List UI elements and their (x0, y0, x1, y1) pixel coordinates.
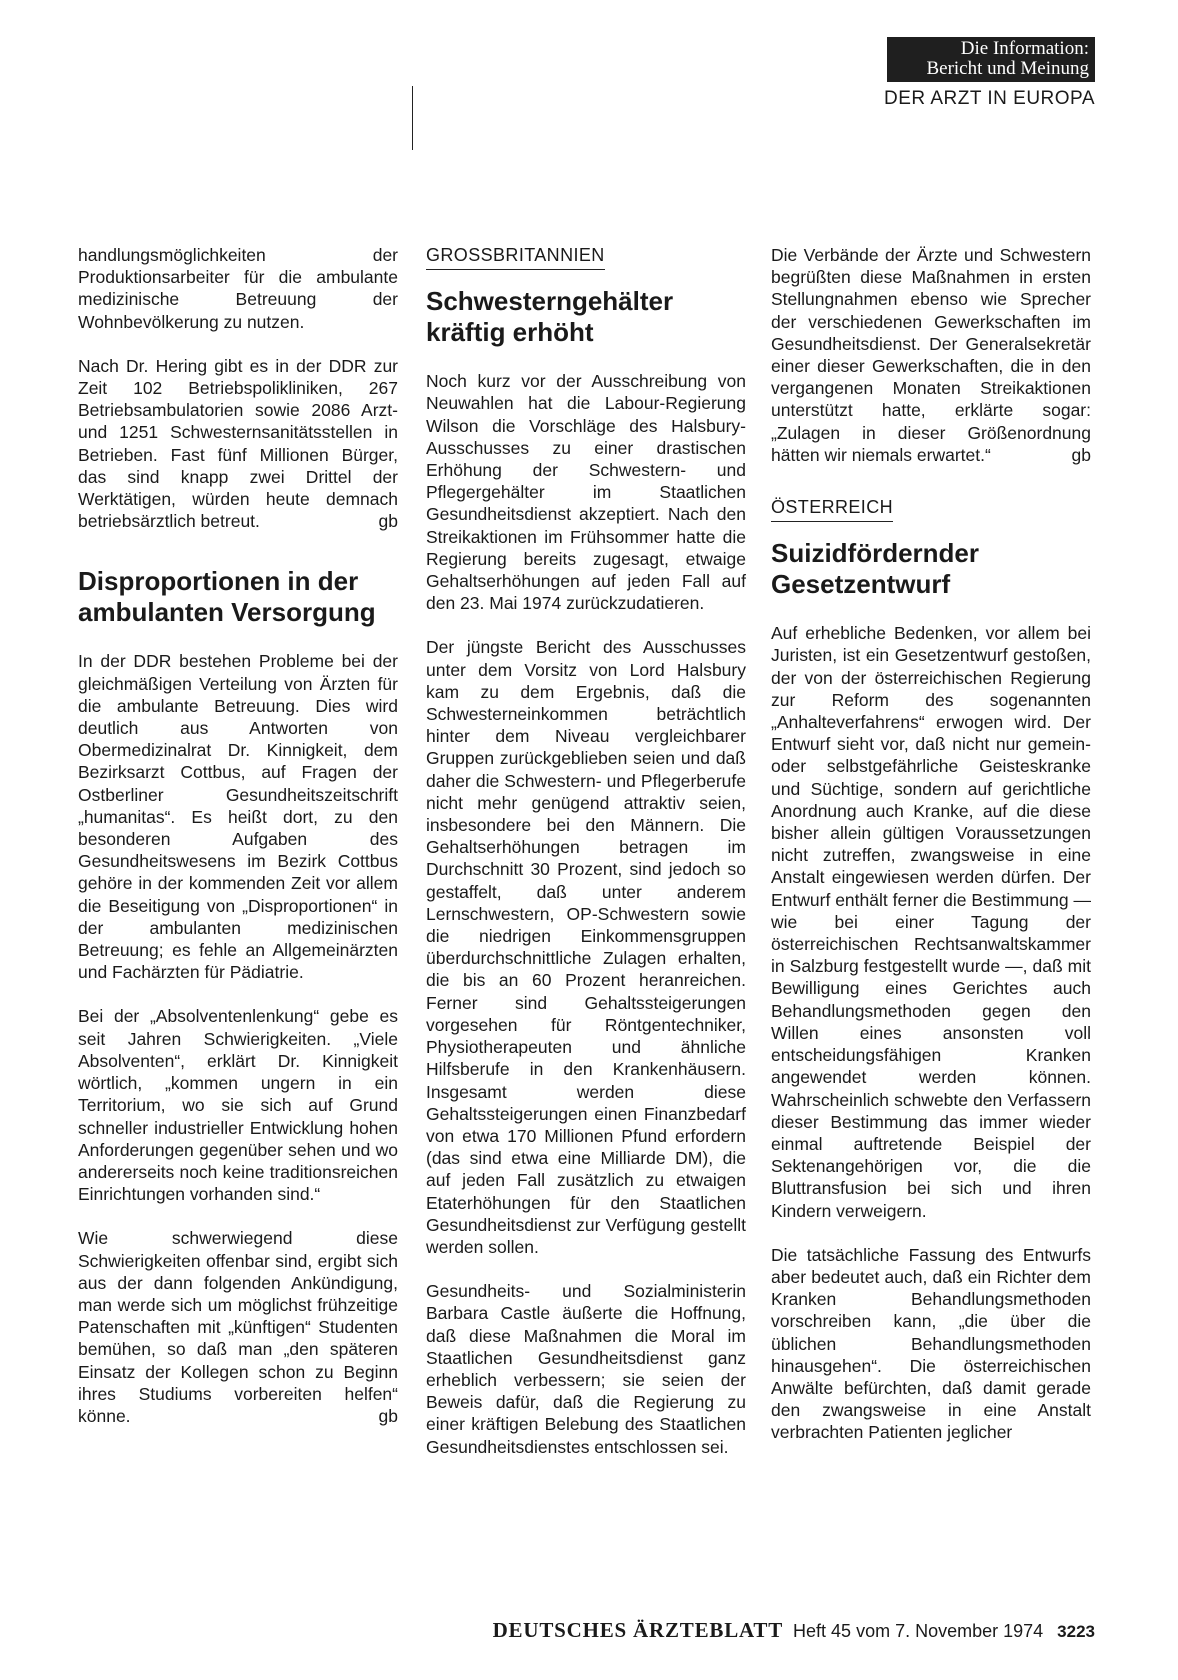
tag-line-2: Bericht und Meinung (926, 58, 1089, 79)
article-headline: Schwesterngehälter kräftig erhöht (426, 286, 674, 348)
author-signature: gb (378, 511, 398, 532)
issue-info: Heft 45 vom 7. November 1974 (793, 1621, 1044, 1641)
paragraph (78, 355, 398, 533)
author-signature: gb (378, 1405, 398, 1426)
paragraph: Die tatsächliche Fassung des Entwurfs aber bedeutet auch, daß ein Richter dem Kranken Behandlungsmethoden vorschreiben kann, „die über die üblichen Behandlungsmethoden hinausgehen“. Die österreichischen Anwälte befürchten, daß damit gerade den zwangsweise in eine Anstalt verbrachten Patienten jeglicher (771, 1244, 1091, 1443)
column-2 (426, 242, 746, 1480)
section-heading: DER ARZT IN EUROPA (884, 88, 1095, 109)
country-kicker: GROSSBRITANNIEN (426, 244, 605, 270)
article-headline: Disproportionen in der ambulanten Versorgung (78, 566, 376, 628)
section-tag (887, 37, 1095, 82)
paragraph-text: Wie schwerwiegend diese Schwierigkeiten offenbar sind, ergibt sich aus der dann folgenden Ankündigung, man werde sich um möglichst frühzeitige Patenschaften mit „künftigen“ Studenten bemühen, so daß man „den späteren Einsatz der Kollegen schon zu Beginn ihres Studiums vorbereiten helfen“ könne. (78, 1228, 398, 1426)
article-headline: Suizidfördernder Gesetzentwurf (771, 538, 980, 600)
masthead: DEUTSCHES ÄRZTEBLATT (492, 1618, 784, 1642)
paragraph: handlungsmöglichkeiten der Produktionsarbeiter für die ambulante medizinische Betreuung der Wohnbevölkerung zu nutzen. (78, 245, 398, 332)
column-divider (412, 86, 413, 150)
paragraph: Gesundheits- und Sozialministerin Barbara Castle äußerte die Hoffnung, daß diese Maßnahmen die Moral im Staatlichen Gesundheitsdienst ganz erheblich verbessern; sie seien der Beweis dafür, daß die Regierung zu einer kräftigen Belebung des Staatlichen Gesundheitsdienstes entschlossen sei. (426, 1281, 746, 1457)
tag-line-1: Die Information: (960, 38, 1089, 59)
paragraph-text: Nach Dr. Hering gibt es in der DDR zur Zeit 102 Betriebspolikliniken, 267 Betriebsambulatorien sowie 2086 Arzt- und 1251 Schwesternsanitätsstellen in Betrieben. Fast fünf Millionen Bürger, das sind knapp zwei Drittel der Werktätigen, würden heute demnach betriebsärztlich betreut. (78, 355, 398, 532)
country-kicker: ÖSTERREICH (771, 496, 893, 522)
column-3 (771, 244, 1091, 1466)
paragraph (771, 244, 1091, 466)
paragraph (78, 1227, 398, 1427)
paragraph: Bei der „Absolventenlenkung“ gebe es seit Jahren Schwierigkeiten. „Viele Absolventen“, erklärt Dr. Kinnigkeit wörtlich, „kommen ungern in ein Territorium, wo sie sich auf Grund schneller industrieller Entwicklung hohen Anforderungen gegenüber sehen und wo andererseits noch keine traditionsreichen Einrichtungen vorhanden sind.“ (78, 1006, 398, 1205)
page-footer (0, 1618, 1095, 1643)
author-signature: gb (1071, 444, 1091, 465)
paragraph: Noch kurz vor der Ausschreibung von Neuwahlen hat die Labour-Regierung Wilson die Vorschläge des Halsbury-Ausschusses zu einer drastischen Erhöhung der Schwestern- und Pflegergehälter im Staatlichen Gesundheitsdienst akzeptiert. Nach den Streikaktionen im Frühsommer hatte die Regierung bereits zugesagt, etwaige Gehaltserhöhungen auf jeden Fall auf den 23. Mai 1974 zurückzudatieren. (426, 371, 746, 614)
column-1 (78, 244, 398, 1449)
paragraph: Der jüngste Bericht des Ausschusses unter dem Vorsitz von Lord Halsbury kam zu dem Ergebnis, daß die Schwesterneinkommen beträchtlich hinter dem Niveau vergleichbarer Gruppen zurückgeblieben seien und daß daher die Schwestern- und Pflegerberufe nicht mehr genügend attraktiv seien, insbesondere bei den Männern. Die Gehaltserhöhungen betragen im Durchschnitt 30 Prozent, sind jedoch so gestaffelt, daß unter anderem Lernschwestern, OP-Schwestern sowie die niedrigen Einkommensgruppen überdurchschnittliche Zulagen erhalten, die bis an 60 Prozent heranreichen. Ferner sind Gehaltssteigerungen vorgesehen für Röntgentechniker, Physiotherapeuten und ähnliche Hilfsberufe in den Krankenhäusern. Insgesamt werden diese Gehaltssteigerungen einen Finanzbedarf von etwa 170 Millionen Pfund erfordern (das sind etwa eine Milliarde DM), die auf jeden Fall zusätzlich zu etwaigen Etaterhöhungen für den Staatlichen Gesundheitsdienst zur Verfügung gestellt werden sollen. (426, 637, 746, 1257)
paragraph: In der DDR bestehen Probleme bei der gleichmäßigen Verteilung von Ärzten für die ambulante Betreuung. Dies wird deutlich aus Antworten von Obermedizinalrat Dr. Kinnigkeit, dem Bezirksarzt Cottbus, auf Fragen der Ostberliner Gesundheitszeitschrift „humanitas“. Es heißt dort, zu den besonderen Aufgaben des Gesundheitswesens im Bezirk Cottbus gehöre in der kommenden Zeit vor allem die Beseitigung von „Disproportionen“ in der ambulanten medizinischen Betreuung; es fehle an Allgemeinärzten und Fachärzten für Pädiatrie. (78, 651, 398, 983)
paragraph-text: Die Verbände der Ärzte und Schwestern begrüßten diese Maßnahmen in ersten Stellungnahmen ebenso wie Sprecher der verschiedenen Gewerkschaften im Gesundheitsdienst. Der Generalsekretär einer dieser Gewerkschaften, die in den vergangenen Monaten Streikaktionen unterstützt hatte, erklärte sogar: „Zulagen in dieser Größenordnung hätten wir niemals erwartet.“ (771, 245, 1091, 465)
paragraph: Auf erhebliche Bedenken, vor allem bei Juristen, ist ein Gesetzentwurf gestoßen, der von der österreichischen Regierung zur Reform des sogenannten „Anhalteverfahrens“ erwogen wird. Der Entwurf sieht vor, daß nicht nur gemein- oder selbstgefährliche Geisteskranke und Süchtige, sondern auf gerichtliche Anordnung auch Kranke, auf die diese bisher allein gültigen Voraussetzungen nicht zutreffen, zwangsweise in eine Anstalt eingewiesen werden dürfen. Der Entwurf enthält ferner die Bestimmung — wie bei einer Tagung der österreichischen Rechtsanwaltskammer in Salzburg festgestellt wurde —, daß mit Bewilligung eines Gerichtes auch Behandlungsmethoden gegen den Willen eines ansonsten voll entscheidungsfähigen Kranken angewendet werden können. Wahrscheinlich schwebte den Verfassern dieser Bestimmung das immer wieder einmal auftretende Beispiel der Sektenangehörigen vor, die die Bluttransfusion bei sich und ihren Kindern verweigern. (771, 623, 1092, 1221)
page-number: 3223 (1057, 1622, 1095, 1641)
